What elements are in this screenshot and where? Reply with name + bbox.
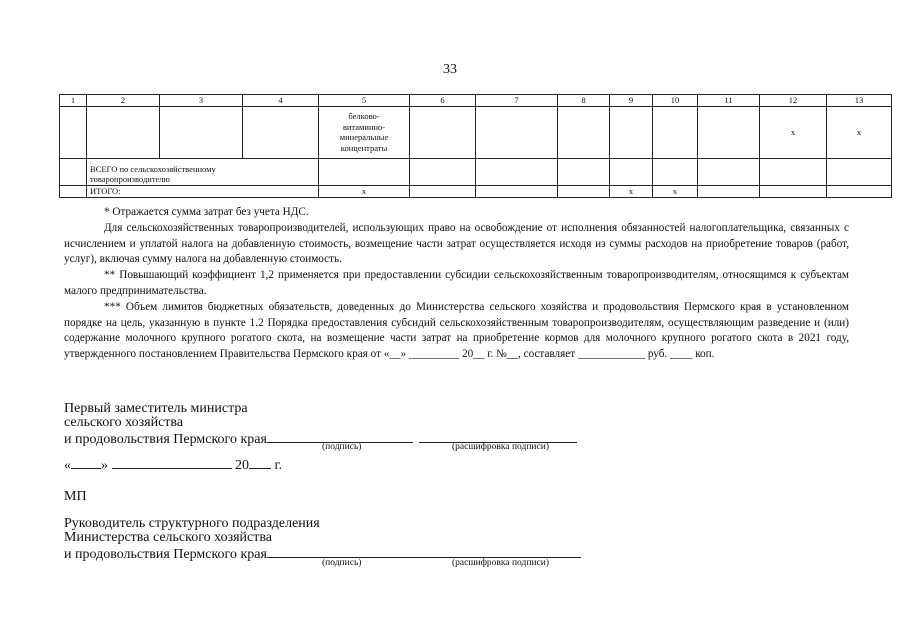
total-producer-line: ВСЕГО по сельскохозяйственному (90, 163, 216, 174)
table-row-total-producer (60, 158, 892, 185)
header-cell: 5 (319, 95, 410, 107)
footnote-coefficient: ** Повышающий коэффициент 1,2 применяется при предоставлении субсидии сельскохозяйственным товаропроизводителям, относящимся к субъектам малого предпринимательства. (64, 269, 849, 297)
signature-line (267, 545, 581, 558)
date-quote-close: » (101, 458, 108, 473)
signature-block-1 (64, 402, 577, 447)
caption-signature: (подпись) (322, 442, 362, 452)
feed-type-line: витаминно- (342, 121, 386, 132)
page-number: 33 (443, 62, 457, 77)
cell-x: х (610, 185, 653, 197)
caption-signature-decode: (расшифровка подписи) (452, 558, 549, 568)
footnote-vat: * Отражается сумма затрат без учета НДС. (104, 206, 309, 218)
feed-type-cell (319, 106, 410, 158)
header-cell: 9 (610, 95, 653, 107)
date-month-blank (112, 456, 232, 469)
feed-type-line: концентраты (340, 142, 388, 153)
date-year-blank (249, 456, 271, 469)
footnotes (64, 205, 849, 363)
header-cell: 7 (476, 95, 558, 107)
date-quote-open: « (64, 458, 71, 473)
header-cell: 8 (558, 95, 610, 107)
signer-title-line: Первый заместитель министра (64, 401, 248, 416)
header-cell: 10 (653, 95, 698, 107)
footnote-vat-exempt: Для сельскохозяйственных товаропроизводителей, использующих право на освобождение от исполнения обязанностей налогоплательщика, связанных с исчислением и уплатой налога на добавленную стоимость, возмещение части затрат осуществляется исходя из суммы расходов на приобретение товаров (работ, услуг), включая сумму налога на добавленную стоимость. (64, 221, 849, 266)
table-row-feed (60, 106, 892, 158)
cell-x: х (760, 106, 827, 158)
header-cell: 13 (827, 95, 892, 107)
footnote-limits: *** Объем лимитов бюджетных обязательств, доведенных до Министерства сельского хозяйства и продовольствия Пермского края в установленном порядке на цель, указанную в пункте 1.2 Порядка предоставления субсидий сельскохозяйственным товаропроизводителям, осуществляющим разведение и (или) содержание молочного крупного рогатого скота, на возмещение части затрат на приобретение кормов для молочного крупного рогатого скота в 2021 году, утвержденного постановлением Правительства Пермского края от «__» _________ 20__ г. №__, составляет ____________ руб. ____ коп. (64, 300, 849, 361)
date-year-prefix: 20 (235, 458, 249, 473)
date-line (64, 456, 282, 473)
header-cell: 4 (243, 95, 319, 107)
header-cell: 11 (698, 95, 760, 107)
feed-type-line: белково- (348, 111, 380, 121)
feed-type-line: минеральные (339, 132, 389, 142)
cell-x: х (653, 185, 698, 197)
header-cell: 6 (410, 95, 476, 107)
subsidy-table (59, 94, 892, 198)
stamp-place: МП (64, 489, 87, 504)
total-producer-line: товаропроизводителю (90, 174, 170, 184)
signer-title-line: сельского хозяйства (64, 415, 184, 430)
caption-signature: (подпись) (322, 558, 362, 568)
table-row-itogo (60, 185, 892, 197)
date-year-suffix: г. (274, 458, 283, 473)
date-day-blank (71, 456, 101, 469)
cell-x: х (827, 106, 892, 158)
table-header-row (60, 95, 892, 107)
header-cell: 12 (760, 95, 827, 107)
cell-x: х (319, 185, 410, 197)
signer-title-text: и продовольствия Пермского края (64, 547, 267, 562)
itogo-label: ИТОГО: (87, 185, 319, 197)
signer-title-line: Руководитель структурного подразделения (64, 516, 320, 531)
header-cell: 3 (160, 95, 243, 107)
signature-block-2 (64, 517, 581, 562)
caption-signature-decode: (расшифровка подписи) (452, 442, 549, 452)
signer-title-line: Министерства сельского хозяйства (64, 530, 273, 545)
total-producer-label (87, 158, 319, 185)
header-cell: 1 (60, 95, 87, 107)
signer-title-text: и продовольствия Пермского края (64, 432, 267, 447)
header-cell: 2 (87, 95, 160, 107)
